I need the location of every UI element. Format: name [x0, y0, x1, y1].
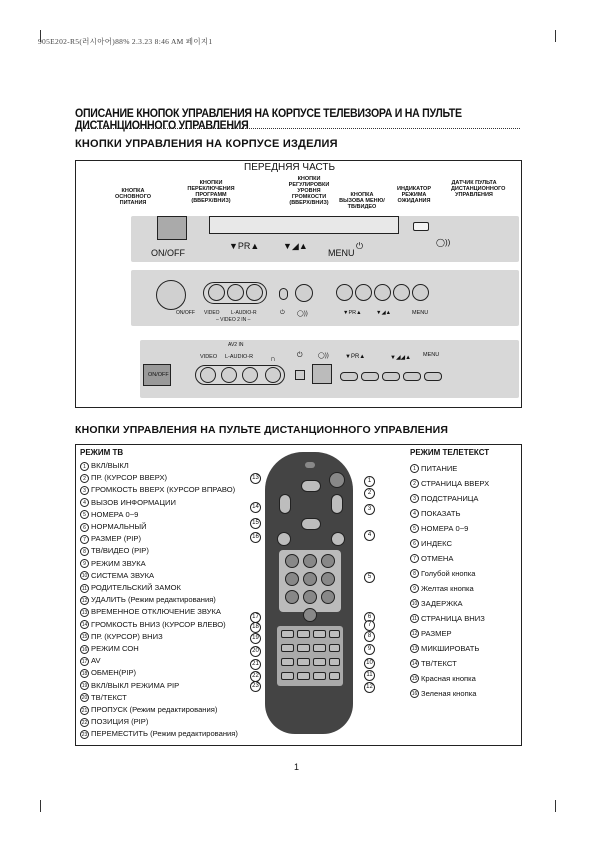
callout-number: 17	[250, 612, 261, 623]
teletext-heading: РЕЖИМ ТЕЛЕТЕКСТ	[410, 448, 490, 457]
video-label: VIDEO	[200, 354, 218, 360]
onoff-label: ON/OFF	[151, 248, 185, 258]
callout-number: 22	[250, 671, 261, 682]
tt-item	[410, 521, 489, 536]
tt-item	[410, 626, 489, 641]
pr-label: ▼PR▲	[345, 354, 366, 360]
callout-sensor: ДАТЧИК ПУЛЬТА ДИСТАНЦИОННОГО УПРАВЛЕНИЯ	[451, 180, 506, 198]
tt-item	[410, 551, 489, 566]
power-icon: ⏻	[356, 241, 364, 251]
callout-indicator: ИНДИКАТОР РЕЖИМА ОЖИДАНИЯ	[396, 186, 432, 204]
remote-key[interactable]	[281, 630, 294, 638]
item-number: 11	[411, 616, 418, 622]
callout-main-power: КНОПКА ОСНОВНОГО ПИТАНИЯ	[114, 188, 152, 206]
item-label: ПОЗИЦИЯ (PIP)	[91, 717, 149, 727]
remote-key[interactable]	[313, 644, 326, 652]
audio-r-jack	[242, 367, 258, 383]
callout-number: 14	[250, 502, 261, 513]
item-number: 6	[410, 539, 419, 548]
callout-program: КНОПКИ ПЕРЕКЛЮЧЕНИЯ ПРОГРАММ (ВВЕРХ/ВНИЗ)	[187, 180, 235, 204]
callout-number: 18	[250, 622, 261, 633]
item-number: 1	[410, 464, 419, 473]
item-number: 13	[411, 646, 418, 652]
page-number: 1	[294, 762, 300, 772]
tt-item	[410, 671, 489, 686]
remote-key[interactable]	[297, 630, 310, 638]
tv-item	[80, 582, 238, 594]
vol-up-button[interactable]	[403, 372, 421, 381]
item-label: СИСТЕМА ЗВУКА	[91, 570, 155, 580]
tv-item	[80, 594, 238, 606]
item-label: Голубой кнопка	[421, 569, 476, 578]
remote-key[interactable]	[297, 644, 310, 652]
headphone-jack	[265, 367, 281, 383]
item-label: Желтая кнопка	[421, 584, 474, 593]
callout-number: 8	[364, 631, 375, 642]
crop-mark	[555, 30, 556, 42]
remote-key[interactable]	[313, 630, 326, 638]
tt-item	[410, 581, 489, 596]
front-label: ПЕРЕДНЯЯ ЧАСТЬ	[244, 162, 336, 173]
callout-volume: КНОПКИ РЕГУЛИРОВКИ УРОВНЯ ГРОМКОСТИ (ВВЕРХ/ВНИЗ)	[288, 176, 330, 206]
item-number: 2	[80, 474, 89, 483]
item-label: ЗАДЕРЖКА	[421, 599, 463, 608]
section-title: КНОПКИ УПРАВЛЕНИЯ НА ПУЛЬТЕ ДИСТАНЦИОННОГО УПРАВЛЕНИЯ	[75, 424, 449, 436]
crop-mark	[40, 800, 41, 812]
item-label: ГРОМКОСТЬ ВНИЗ (КУРСОР ВЛЕВО)	[91, 619, 226, 629]
item-label: ПРОПУСК (Режим редактирования)	[91, 705, 218, 715]
tt-item	[410, 476, 489, 491]
laudio-label: L-AUDIO-R	[225, 354, 254, 360]
remote-key[interactable]	[285, 590, 299, 604]
remote-recall-button[interactable]	[331, 532, 345, 546]
item-label: РАЗМЕР	[421, 629, 452, 638]
section-title: КНОПКИ УПРАВЛЕНИЯ НА КОРПУСЕ ИЗДЕЛИЯ	[75, 138, 338, 150]
callout-number: 12	[364, 682, 375, 693]
indicator-led	[279, 288, 288, 300]
pr-up-button[interactable]	[361, 372, 379, 381]
item-number: 16	[81, 646, 88, 653]
tv-item	[80, 558, 238, 570]
remote-vol-down-button[interactable]	[279, 494, 291, 514]
tv-item	[80, 716, 238, 728]
volume-label: ▼◢▲	[283, 241, 308, 251]
teletext-list	[410, 461, 489, 701]
item-label: ТВ/ТЕКСТ	[91, 692, 127, 702]
volume-label: ▼◢◢▲	[390, 355, 412, 361]
print-header: 905E202-R5(러시아어)88% 2.3.23 8:46 AM 페이지1	[38, 37, 213, 46]
item-label: СТРАНИЦА ВВЕРХ	[421, 479, 490, 488]
tv-item	[80, 570, 238, 582]
item-number: 8	[410, 569, 419, 578]
tt-item	[410, 536, 489, 551]
remote-key[interactable]	[321, 554, 335, 568]
remote-power-button[interactable]	[329, 472, 345, 488]
item-number: 19	[81, 683, 88, 690]
item-number: 3	[410, 494, 419, 503]
item-number: 12	[411, 631, 418, 637]
tv-item	[80, 667, 238, 679]
item-number: 12	[81, 597, 88, 604]
item-label: ПИТАНИЕ	[421, 464, 458, 473]
item-label: ОБМЕН(PIP)	[91, 668, 137, 678]
item-label: Красная кнопка	[421, 674, 476, 683]
item-label: ПЕРЕМЕСТИТЬ (Режим редактирования)	[91, 729, 238, 739]
callout-number: 21	[250, 659, 261, 670]
pr-label: ▼PR▲	[229, 241, 260, 251]
onoff-label: ON/OFF	[148, 372, 169, 378]
item-label: НОРМАЛЬНЫЙ	[91, 522, 147, 532]
tt-item	[410, 461, 489, 476]
remote-vol-up-button[interactable]	[331, 494, 343, 514]
item-label: ТВ/ВИДЕО (PIP)	[91, 546, 149, 556]
item-label: МИКШИРОВАТЬ	[421, 644, 480, 653]
tt-item	[410, 566, 489, 581]
callout-number: 1	[364, 476, 375, 487]
pr-label: ▼PR▲	[343, 310, 362, 316]
item-number: 11	[81, 585, 88, 592]
tv-item	[80, 521, 238, 533]
remote-key[interactable]	[285, 554, 299, 568]
item-number: 15	[81, 634, 88, 641]
tv-item	[80, 606, 238, 618]
tt-item	[410, 491, 489, 506]
item-label: AV	[91, 656, 101, 666]
remote-key[interactable]	[321, 572, 335, 586]
divider	[75, 128, 520, 129]
tv-item	[80, 680, 238, 692]
power-knob[interactable]	[156, 280, 186, 310]
tt-item	[410, 506, 489, 521]
remote-key[interactable]	[297, 672, 310, 680]
vol-up-button[interactable]	[393, 284, 410, 301]
remote-sensor-icon: ◯))	[436, 238, 451, 247]
item-number: 5	[80, 510, 89, 519]
remote-key[interactable]	[329, 672, 340, 680]
item-number: 2	[410, 479, 419, 488]
item-number: 18	[81, 671, 88, 678]
tv-item	[80, 509, 238, 521]
remote-sensor-icon: ◯))	[297, 311, 308, 317]
remote-key[interactable]	[303, 590, 317, 604]
callout-number: 11	[364, 670, 375, 681]
remote-key[interactable]	[303, 608, 317, 622]
item-label: РЕЖИМ ЗВУКА	[91, 558, 146, 568]
item-label: СТРАНИЦА ВНИЗ	[421, 614, 485, 623]
menu-button[interactable]	[412, 284, 429, 301]
button-strip	[209, 216, 399, 234]
tt-item	[410, 611, 489, 626]
callout-number: 19	[250, 633, 261, 644]
remote-key[interactable]	[313, 658, 326, 666]
tv-item	[80, 472, 238, 484]
item-number: 14	[81, 622, 88, 629]
remote-key[interactable]	[281, 672, 294, 680]
callout-number: 5	[364, 572, 375, 583]
item-number: 6	[80, 523, 89, 532]
tv-mode-list	[80, 460, 238, 741]
remote-key[interactable]	[313, 672, 326, 680]
item-label: ПОДСТРАНИЦА	[421, 494, 479, 503]
item-number: 8	[80, 547, 89, 556]
onoff-label: ON/OFF	[176, 310, 195, 316]
tv-item	[80, 545, 238, 557]
item-label: ВКЛ/ВЫКЛ РЕЖИМА PIP	[91, 680, 180, 690]
menu-button[interactable]	[424, 372, 442, 381]
item-number: 14	[411, 661, 418, 667]
item-number: 13	[81, 610, 88, 617]
item-label: НОМЕРА 0~9	[421, 524, 469, 533]
item-number: 10	[411, 601, 418, 607]
power-icon: ⏻	[280, 310, 285, 316]
menu-label: MENU	[412, 310, 429, 316]
callout-number: 3	[364, 504, 375, 515]
remote-key[interactable]	[303, 572, 317, 586]
item-label: ПР. (КУРСОР) ВНИЗ	[91, 631, 163, 641]
item-label: ОТМЕНА	[421, 554, 454, 563]
tv-item	[80, 643, 238, 655]
item-number: 1	[80, 462, 89, 471]
tv-item	[80, 631, 238, 643]
tv-item	[80, 655, 238, 667]
video-jack	[208, 284, 225, 301]
item-label: РОДИТЕЛЬСКИЙ ЗАМОК	[91, 583, 181, 593]
item-label: ГРОМКОСТЬ ВВЕРХ (КУРСОР ВПРАВО)	[91, 485, 236, 495]
item-number: 4	[410, 509, 419, 518]
callout-number: 6	[364, 612, 375, 623]
audio-l-jack	[227, 284, 244, 301]
standby-indicator	[413, 222, 429, 231]
remote-key[interactable]	[321, 590, 335, 604]
item-number: 9	[80, 559, 89, 568]
remote-key[interactable]	[285, 572, 299, 586]
remote-key[interactable]	[303, 554, 317, 568]
tt-item	[410, 686, 489, 701]
tv-item	[80, 533, 238, 545]
power-button[interactable]	[157, 216, 187, 240]
item-label: ТВ/ТЕКСТ	[421, 659, 457, 668]
remote-pr-down-button[interactable]	[301, 518, 321, 530]
vol-down-button[interactable]	[382, 372, 400, 381]
item-number: 5	[410, 524, 419, 533]
callout-number: 16	[250, 532, 261, 543]
menu-label: MENU	[423, 352, 440, 358]
callout-number: 23	[250, 681, 261, 692]
item-number: 23	[81, 732, 88, 739]
laudio-label: L-AUDIO-R	[231, 310, 257, 316]
av2in-label: AV2 IN	[228, 342, 244, 348]
video-label: VIDEO	[204, 310, 220, 316]
item-label: ПОКАЗАТЬ	[421, 509, 461, 518]
item-number: 15	[411, 676, 418, 682]
tv-item	[80, 619, 238, 631]
vol-down-button[interactable]	[374, 284, 391, 301]
remote-key[interactable]	[329, 658, 340, 666]
video-jack	[200, 367, 216, 383]
menu-label: MENU	[328, 248, 355, 258]
tt-item	[410, 656, 489, 671]
callout-number: 15	[250, 518, 261, 529]
item-number: 20	[81, 695, 88, 702]
tv-item	[80, 704, 238, 716]
callout-number: 7	[364, 620, 375, 631]
tt-item	[410, 641, 489, 656]
callout-number: 9	[364, 644, 375, 655]
item-label: ВЫЗОВ ИНФОРМАЦИИ	[91, 497, 176, 507]
remote-key[interactable]	[329, 630, 340, 638]
item-label: Зеленая кнопка	[421, 689, 477, 698]
tv-mode-heading: РЕЖИМ ТВ	[80, 448, 124, 457]
remote-control	[265, 452, 353, 734]
callout-number: 13	[250, 473, 261, 484]
item-number: 16	[411, 691, 418, 697]
remote-sensor-icon: ◯))	[318, 353, 329, 359]
callout-number: 10	[364, 658, 375, 669]
tt-item	[410, 596, 489, 611]
audio-l-jack	[221, 367, 237, 383]
remote-key[interactable]	[329, 644, 340, 652]
item-label: ВРЕМЕННОЕ ОТКЛЮЧЕНИЕ ЗВУКА	[91, 607, 221, 617]
pr-down-button[interactable]	[340, 372, 358, 381]
front-panel-2	[131, 270, 519, 326]
callout-number: 4	[364, 530, 375, 541]
remote-key[interactable]	[281, 658, 294, 666]
item-number: 9	[410, 584, 419, 593]
item-label: ИНДЕКС	[421, 539, 452, 548]
front-panel-3	[140, 340, 519, 398]
remote-key[interactable]	[281, 644, 294, 652]
callout-menu: КНОПКА ВЫЗОВА МЕНЮ/ТВ/ВИДЕО	[339, 192, 385, 210]
item-label: ВКЛ/ВЫКЛ	[91, 461, 129, 470]
audio-r-jack	[246, 284, 263, 301]
tv-item	[80, 692, 238, 704]
remote-sleep-button[interactable]	[277, 532, 291, 546]
volume-label: ▼◢▲	[376, 310, 392, 316]
item-label: УДАЛИТЬ (Режим редактирования)	[91, 595, 216, 605]
headphone-icon: ∩	[270, 354, 276, 363]
item-number: 17	[81, 658, 88, 665]
power-icon: ⏻	[297, 352, 303, 359]
item-number: 21	[81, 707, 88, 714]
ir-window	[305, 462, 315, 468]
item-number: 22	[81, 719, 88, 726]
pr-up-button[interactable]	[355, 284, 372, 301]
remote-key[interactable]	[297, 658, 310, 666]
item-number: 7	[80, 535, 89, 544]
tv-item	[80, 728, 238, 740]
item-number: 3	[80, 486, 89, 495]
remote-pr-up-button[interactable]	[301, 480, 321, 492]
sensor-window	[295, 284, 313, 302]
item-label: НОМЕРА 0~9	[91, 509, 139, 519]
item-label: ПР. (КУРСОР ВВЕРХ)	[91, 473, 168, 483]
item-label: РЕЖИМ СОН	[91, 644, 139, 654]
page-title: ОПИСАНИЕ КНОПОК УПРАВЛЕНИЯ НА КОРПУСЕ ТЕЛЕВИЗОРА И НА ПУЛЬТЕ ДИСТАНЦИОННОГО УПРАВЛЕНИЯ	[75, 108, 462, 132]
tv-item	[80, 484, 238, 496]
item-number: 10	[81, 573, 88, 580]
item-number: 4	[80, 498, 89, 507]
front-panel-1	[131, 216, 519, 262]
sensor-window	[312, 364, 332, 384]
video2in-label: – VIDEO 2 IN –	[216, 317, 251, 323]
standby-indicator	[295, 370, 305, 380]
crop-mark	[555, 800, 556, 812]
tv-item	[80, 497, 238, 509]
pr-down-button[interactable]	[336, 284, 353, 301]
item-label: РАЗМЕР (PIP)	[91, 534, 141, 544]
callout-number: 20	[250, 646, 261, 657]
tv-item	[80, 460, 238, 472]
callout-number: 2	[364, 488, 375, 499]
item-number: 7	[410, 554, 419, 563]
